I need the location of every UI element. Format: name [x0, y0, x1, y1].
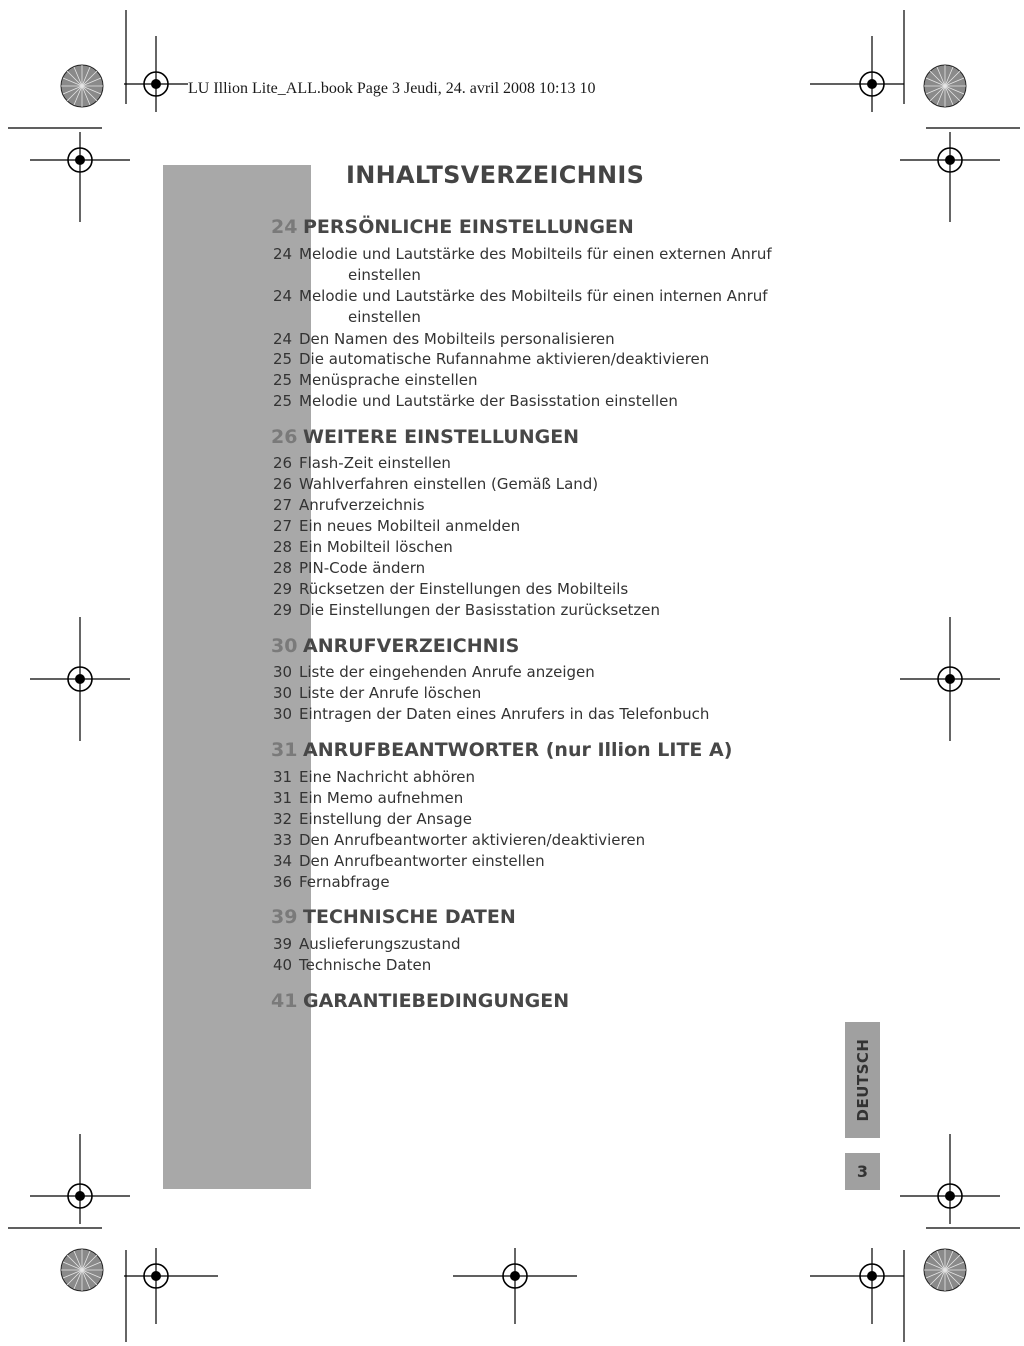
entry-title: Einstellung der Ansage — [299, 810, 472, 828]
toc-entry — [273, 349, 709, 370]
entry-page-number: 30 — [273, 663, 293, 681]
entry-page-number: 25 — [273, 392, 293, 410]
language-tab-label: DEUTSCH — [853, 1038, 872, 1122]
toc-section-heading — [271, 906, 516, 928]
toc-entry — [273, 370, 478, 391]
entry-page-number: 31 — [273, 789, 293, 807]
toc-entry — [273, 872, 390, 893]
entry-title: Auslieferungszustand — [299, 935, 461, 953]
entry-title-continuation: einstellen — [348, 308, 421, 326]
entry-page-number: 24 — [273, 245, 293, 263]
entry-page-number: 34 — [273, 852, 293, 870]
entry-title: PIN-Code ändern — [299, 559, 426, 577]
page-title: INHALTSVERZEICHNIS — [346, 161, 645, 189]
entry-title: Melodie und Lautstärke der Basisstation einstellen — [299, 392, 678, 410]
toc-entry — [273, 600, 660, 621]
entry-title: Eintragen der Daten eines Anrufers in das Telefonbuch — [299, 705, 710, 723]
entry-page-number: 30 — [273, 684, 293, 702]
section-page-number: 30 — [271, 635, 298, 657]
entry-title: Ein Mobilteil löschen — [299, 538, 453, 556]
entry-title: Menüsprache einstellen — [299, 371, 478, 389]
toc-entry — [273, 809, 472, 830]
print-header: LU Illion Lite_ALL.book Page 3 Jeudi, 24. avril 2008 10:13 10 — [188, 80, 596, 97]
entry-title: Flash-Zeit einstellen — [299, 454, 451, 472]
entry-title: Melodie und Lautstärke des Mobilteils für einen internen Anruf — [299, 287, 768, 305]
section-title: WEITERE EINSTELLUNGEN — [303, 426, 580, 448]
section-page-number: 39 — [271, 906, 298, 928]
toc-entry — [273, 683, 481, 704]
toc-entry — [273, 955, 431, 976]
toc-section-heading — [271, 426, 579, 448]
language-tab — [845, 1022, 880, 1138]
toc-entry — [273, 851, 545, 872]
toc-entry — [273, 830, 645, 851]
entry-title: Technische Daten — [299, 956, 432, 974]
entry-page-number: 32 — [273, 810, 293, 828]
toc-entry — [273, 767, 475, 788]
entry-page-number: 29 — [273, 601, 293, 619]
entry-title: Die Einstellungen der Basisstation zurücksetzen — [299, 601, 661, 619]
entry-page-number: 26 — [273, 475, 293, 493]
toc-entry — [273, 788, 463, 809]
entry-page-number: 39 — [273, 935, 293, 953]
entry-title: Anrufverzeichnis — [299, 496, 425, 514]
entry-page-number: 31 — [273, 768, 293, 786]
entry-page-number: 29 — [273, 580, 293, 598]
page-number: 3 — [845, 1153, 880, 1190]
entry-page-number: 40 — [273, 956, 293, 974]
entry-title: Liste der eingehenden Anrufe anzeigen — [299, 663, 595, 681]
entry-title: Fernabfrage — [299, 873, 390, 891]
entry-page-number: 33 — [273, 831, 293, 849]
toc-entry — [273, 579, 628, 600]
toc-entry — [273, 453, 451, 474]
entry-title: Rücksetzen der Einstellungen des Mobilteils — [299, 580, 629, 598]
entry-page-number: 28 — [273, 559, 293, 577]
entry-page-number: 30 — [273, 705, 293, 723]
entry-page-number: 25 — [273, 371, 293, 389]
section-title: TECHNISCHE DATEN — [303, 906, 516, 928]
entry-title: Liste der Anrufe löschen — [299, 684, 482, 702]
entry-title: Den Namen des Mobilteils personalisieren — [299, 330, 615, 348]
toc-entry — [273, 495, 425, 516]
entry-title: Melodie und Lautstärke des Mobilteils für einen externen Anruf — [299, 245, 772, 263]
entry-title: Die automatische Rufannahme aktivieren/deaktivieren — [299, 350, 710, 368]
section-page-number: 31 — [271, 739, 298, 761]
toc-section-heading — [271, 216, 634, 238]
entry-page-number: 36 — [273, 873, 293, 891]
section-page-number: 26 — [271, 426, 298, 448]
entry-title: Den Anrufbeantworter einstellen — [299, 852, 545, 870]
entry-page-number: 27 — [273, 517, 293, 535]
section-title: ANRUFBEANTWORTER (nur Illion LITE A) — [303, 739, 733, 761]
entry-page-number: 28 — [273, 538, 293, 556]
toc-section-heading — [271, 990, 569, 1012]
toc-entry — [273, 662, 595, 683]
entry-page-number: 25 — [273, 350, 293, 368]
entry-title: Den Anrufbeantworter aktivieren/deaktivieren — [299, 831, 646, 849]
toc-entry — [273, 474, 598, 495]
entry-title: Eine Nachricht abhören — [299, 768, 476, 786]
section-page-number: 41 — [271, 990, 298, 1012]
section-title: GARANTIEBEDINGUNGEN — [303, 990, 570, 1012]
entry-page-number: 27 — [273, 496, 293, 514]
toc-entry — [273, 391, 678, 412]
toc-entry — [273, 558, 425, 579]
section-title: PERSÖNLICHE EINSTELLUNGEN — [303, 216, 634, 238]
toc-entry — [273, 329, 615, 350]
toc-entry — [273, 516, 520, 537]
entry-page-number: 24 — [273, 287, 293, 305]
toc-entry — [273, 537, 453, 558]
entry-title: Wahlverfahren einstellen (Gemäß Land) — [299, 475, 599, 493]
section-title: ANRUFVERZEICHNIS — [303, 635, 520, 657]
entry-title: Ein Memo aufnehmen — [299, 789, 464, 807]
toc-entry — [273, 934, 460, 955]
toc-section-heading — [271, 739, 732, 761]
entry-title-continuation: einstellen — [348, 266, 421, 284]
section-page-number: 24 — [271, 216, 298, 238]
entry-page-number: 26 — [273, 454, 293, 472]
entry-title: Ein neues Mobilteil anmelden — [299, 517, 521, 535]
toc-entry — [273, 704, 709, 725]
toc-section-heading — [271, 635, 519, 657]
toc-entry — [273, 286, 768, 328]
entry-page-number: 24 — [273, 330, 293, 348]
toc-entry — [273, 244, 772, 286]
